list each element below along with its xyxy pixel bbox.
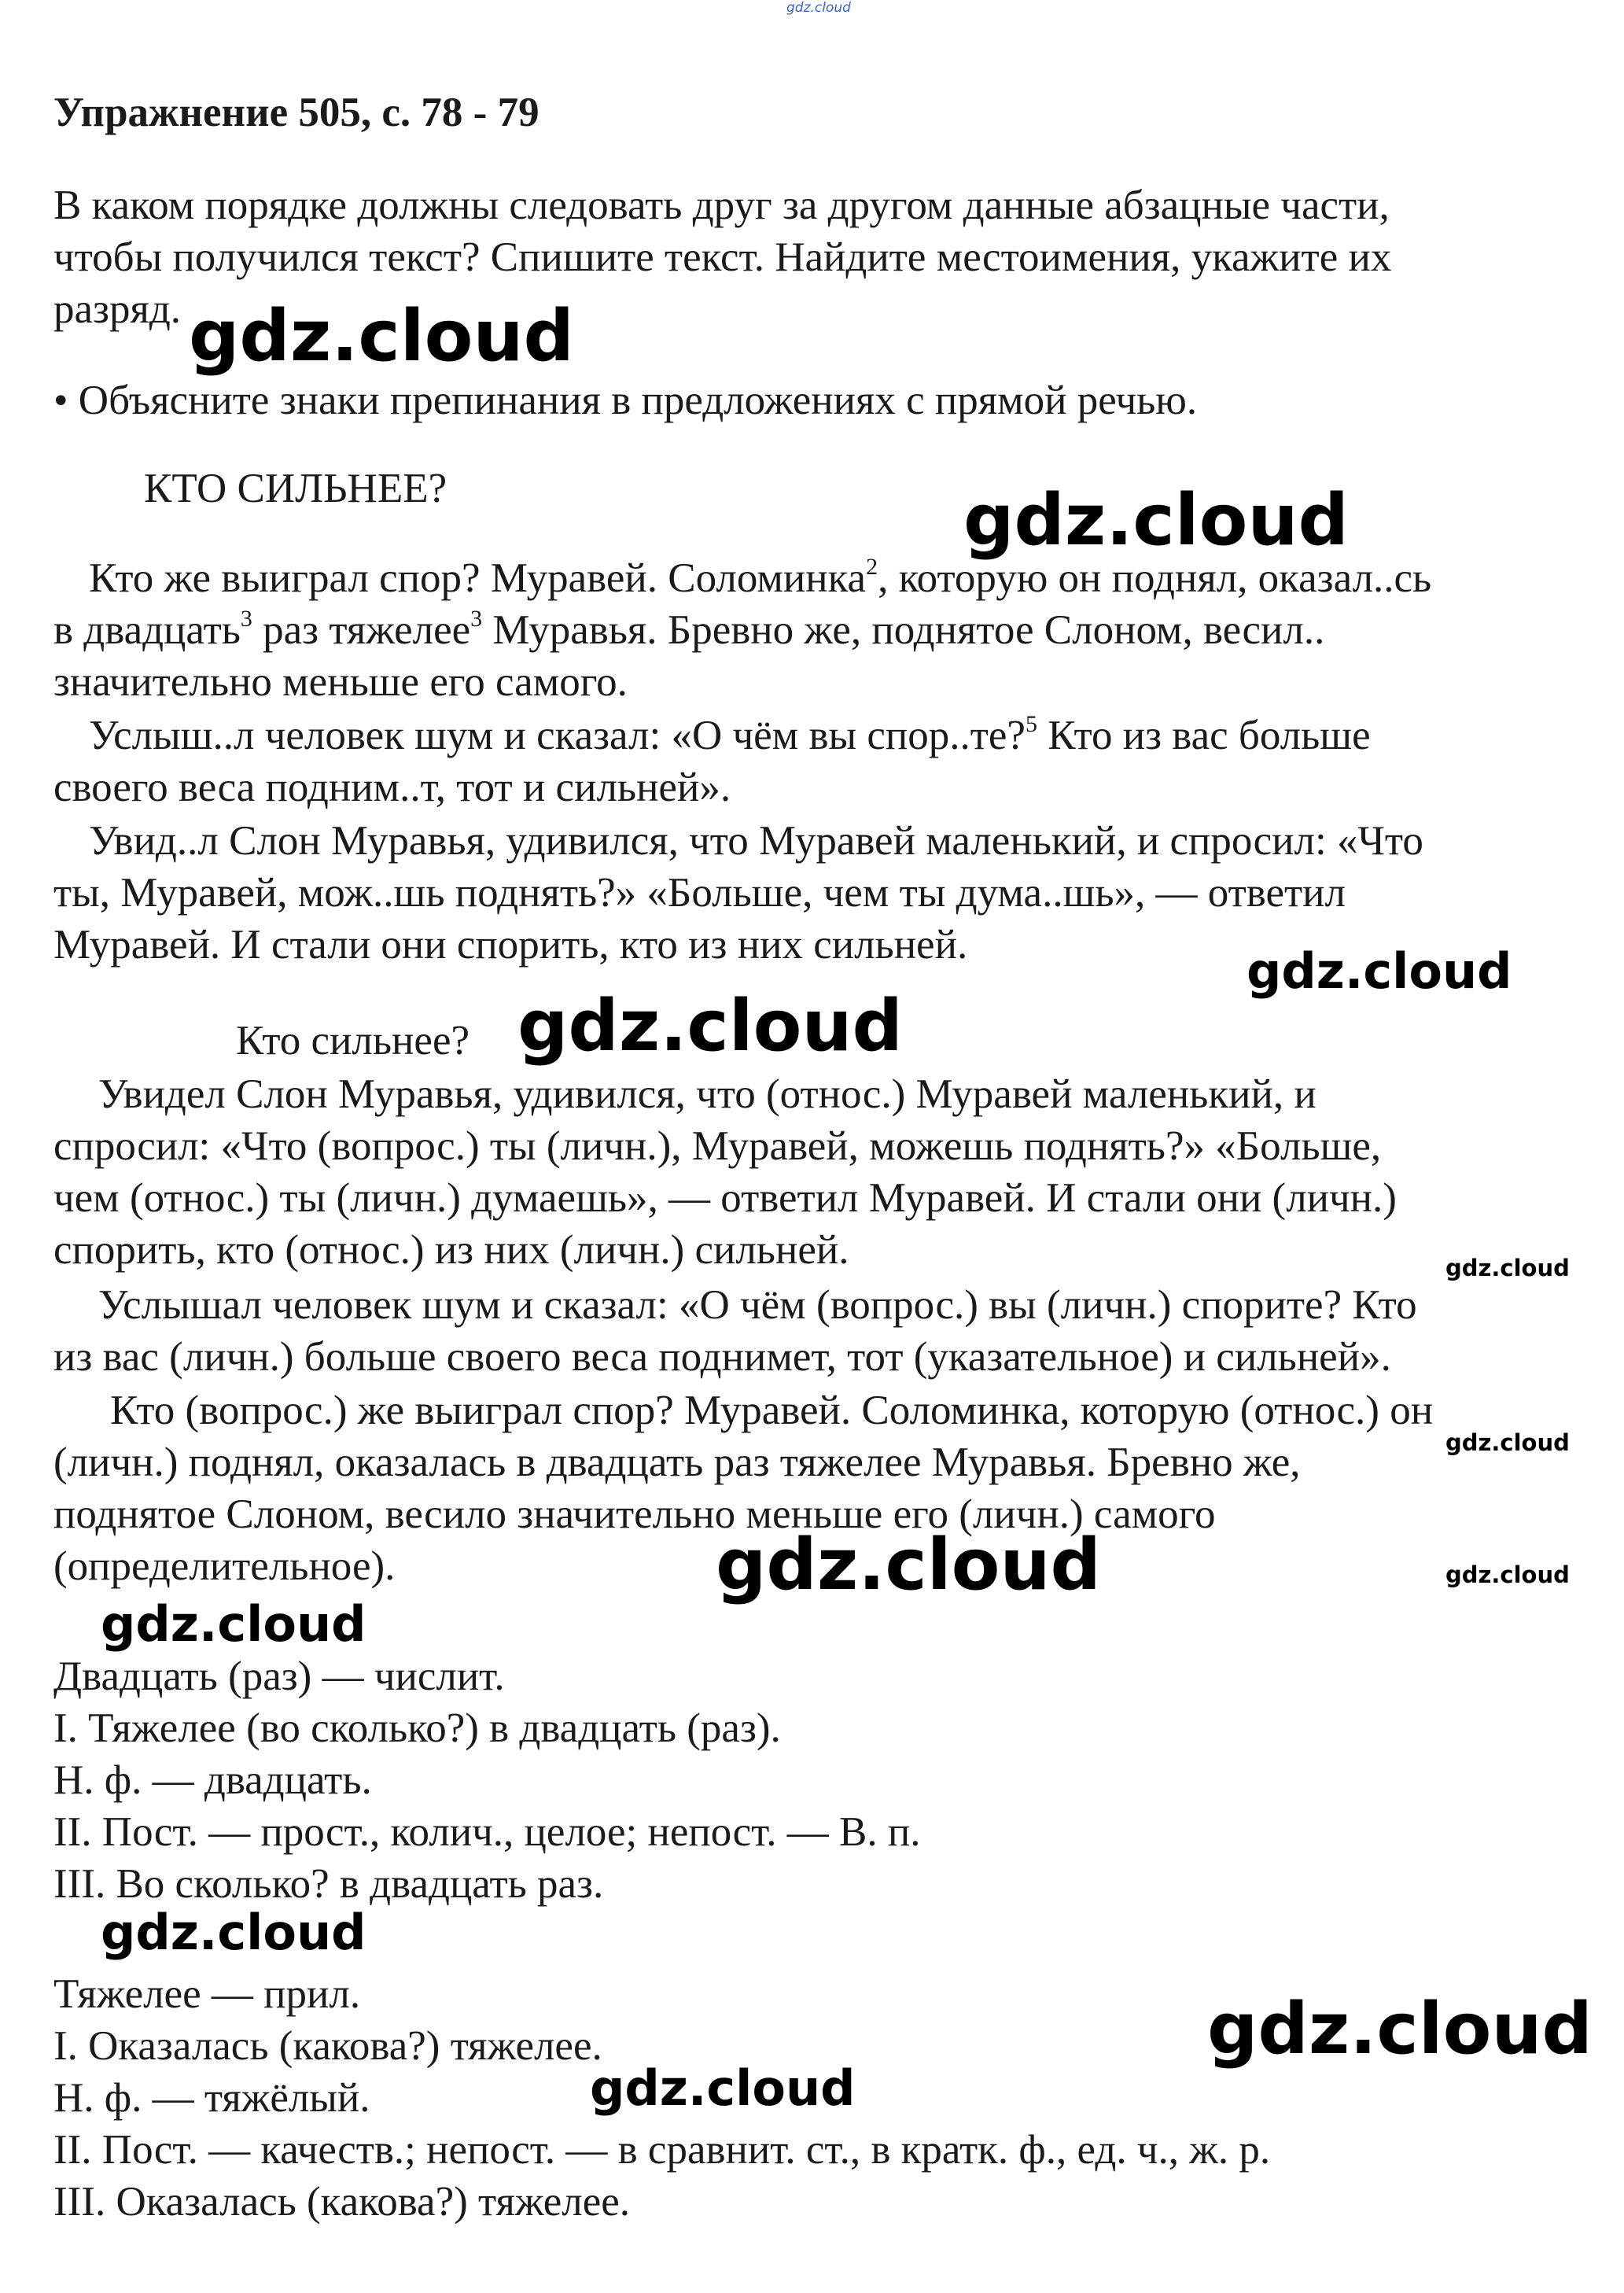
parsing-line: II. Пост. — прост., колич., целое; непост. — В. п. bbox=[53, 1809, 921, 1855]
parsing-line: II. Пост. — качеств.; непост. — в сравнит. ст., в кратк. ф., ед. ч., ж. р. bbox=[53, 2127, 1271, 2173]
answer-line: спросил: «Что (вопрос.) ты (личн.), Муравей, можешь поднять?» «Больше, bbox=[53, 1123, 1382, 1169]
parsing-line: I. Оказалась (какова?) тяжелее. bbox=[53, 2023, 602, 2069]
watermark: gdz.cloud bbox=[1247, 942, 1512, 1000]
watermark: gdz.cloud bbox=[1207, 1988, 1593, 2070]
parsing-line: Н. ф. — двадцать. bbox=[53, 1757, 372, 1803]
watermark: gdz.cloud bbox=[590, 2059, 856, 2117]
top-watermark: gdz.cloud bbox=[786, 0, 851, 16]
answer-line: Кто (вопрос.) же выиграл спор? Муравей. Соломинка, которую (относ.) он bbox=[110, 1388, 1434, 1433]
source-title: КТО СИЛЬНЕЕ? bbox=[144, 466, 447, 511]
parsing-line: III. Оказалась (какова?) тяжелее. bbox=[53, 2179, 631, 2225]
task-bullet: • Объясните знаки препинания в предложениях с прямой речью. bbox=[53, 378, 1198, 423]
watermark: gdz.cloud bbox=[716, 1524, 1101, 1606]
source-line: в двадцать$^3$ раз тяжелее$^3$ Муравья. Бревно же, поднятое Слоном, весил.. bbox=[53, 606, 1325, 653]
watermark: gdz.cloud bbox=[1445, 1561, 1570, 1588]
source-line: Увид..л Слон Муравья, удивился, что Муравей маленький, и спросил: «Что bbox=[89, 818, 1423, 864]
watermark: gdz.cloud bbox=[1445, 1429, 1570, 1456]
parsing-line: Н. ф. — тяжёлый. bbox=[53, 2075, 370, 2121]
parsing-line: III. Во сколько? в двадцать раз. bbox=[53, 1861, 604, 1907]
source-line: Услыш..л человек шум и сказал: «О чём вы спор..те?$^5$ Кто из вас больше bbox=[89, 711, 1371, 758]
task-line: разряд. bbox=[53, 286, 182, 332]
source-line: значительно меньше его самого. bbox=[53, 659, 628, 705]
watermark: gdz.cloud bbox=[189, 295, 574, 378]
source-line: своего веса подним..т, тот и сильней». bbox=[53, 765, 731, 810]
answer-line: спорить, кто (относ.) из них (личн.) сильней. bbox=[53, 1227, 849, 1273]
answer-title: Кто сильнее? bbox=[236, 1018, 470, 1064]
watermark: gdz.cloud bbox=[963, 479, 1349, 562]
answer-line: поднятое Слоном, весило значительно меньше его (личн.) самого bbox=[53, 1491, 1216, 1537]
watermark: gdz.cloud bbox=[101, 1595, 366, 1653]
parsing-line: Тяжелее — прил. bbox=[53, 1971, 361, 2017]
task-line: В каком порядке должны следовать друг за другом данные абзацные части, bbox=[53, 182, 1390, 228]
exercise-heading: Упражнение 505, с. 78 - 79 bbox=[53, 90, 539, 135]
parsing-line: I. Тяжелее (во сколько?) в двадцать (раз). bbox=[53, 1705, 781, 1751]
task-line: чтобы получился текст? Спишите текст. Найдите местоимения, укажите их bbox=[53, 234, 1392, 280]
source-line: Муравей. И стали они спорить, кто из них сильней. bbox=[53, 922, 968, 968]
parsing-line: Двадцать (раз) — числит. bbox=[53, 1653, 505, 1699]
watermark: gdz.cloud bbox=[101, 1904, 366, 1961]
answer-line: Услышал человек шум и сказал: «О чём (вопрос.) вы (личн.) спорите? Кто bbox=[98, 1282, 1417, 1328]
source-line: Кто же выиграл спор? Муравей. Соломинка$^2$, которую он поднял, оказал..сь bbox=[89, 554, 1432, 601]
watermark: gdz.cloud bbox=[1445, 1255, 1570, 1281]
answer-line: чем (относ.) ты (личн.) думаешь», — ответил Муравей. И стали они (личн.) bbox=[53, 1175, 1397, 1221]
answer-line: Увидел Слон Муравья, удивился, что (относ.) Муравей маленький, и bbox=[98, 1071, 1317, 1117]
answer-line: (определительное). bbox=[53, 1543, 396, 1589]
watermark: gdz.cloud bbox=[517, 985, 903, 1067]
source-line: ты, Муравей, мож..шь поднять?» «Больше, чем ты дума..шь», — ответил bbox=[53, 870, 1346, 916]
answer-line: из вас (личн.) больше своего веса поднимет, тот (указательное) и сильней». bbox=[53, 1334, 1391, 1380]
answer-line: (личн.) поднял, оказалась в двадцать раз тяжелее Муравья. Бревно же, bbox=[53, 1440, 1301, 1485]
